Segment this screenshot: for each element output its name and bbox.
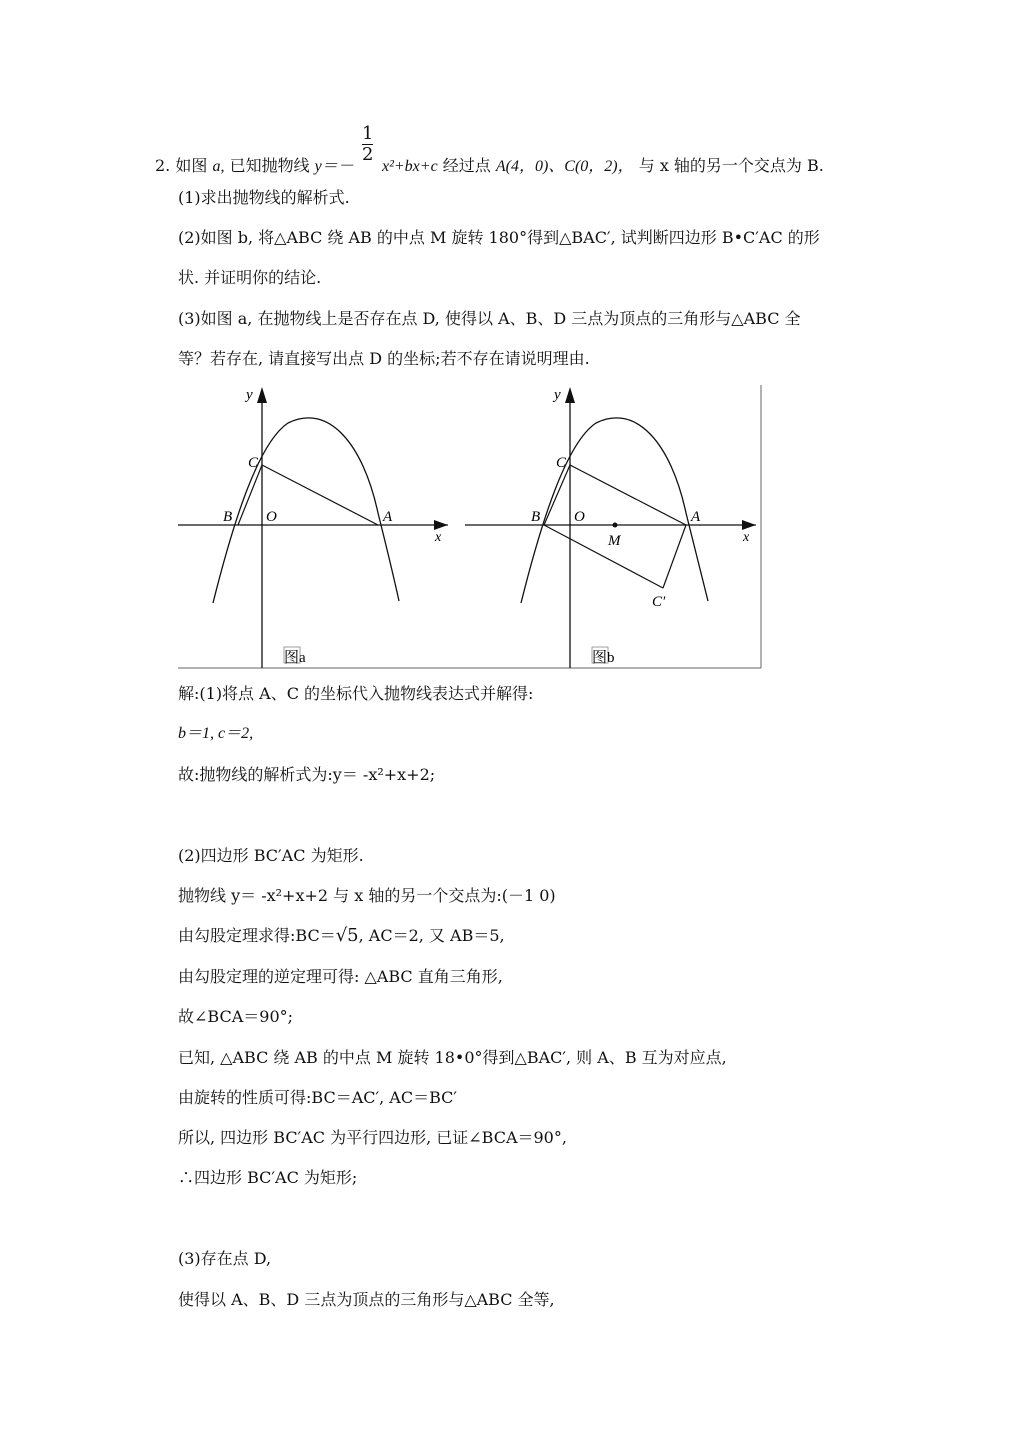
question-3-line-2: 等？若存在, 请直接写出点 D 的坐标;若不存在请说明理由.: [178, 349, 590, 368]
label-c-prime: C′: [652, 594, 666, 610]
segment-ac-prime: [663, 525, 686, 588]
solution-1-line-1: 解:(1)将点 A、C 的坐标代入抛物线表达式并解得:: [178, 684, 534, 703]
figure-a: [178, 387, 448, 668]
segment-ca-a: [262, 465, 378, 525]
y-label-b: y: [554, 387, 561, 403]
label-c-a: C: [248, 455, 259, 471]
y-label-a: y: [246, 387, 253, 403]
x-label-b: x: [743, 530, 750, 545]
solution-2-line-2: 抛物线 y＝ -x²+x+2 与 x 轴的另一个交点为:(－1 0): [178, 886, 556, 905]
solution-2-line-8: 所以, 四边形 BC′AC 为平行四边形, 已证∠BCA＝90°,: [178, 1128, 567, 1147]
label-a-b: A: [691, 509, 701, 525]
x-arrow-icon: [742, 520, 756, 530]
question-2-line-1: (2)如图 b, 将△ABC 绕 AB 的中点 M 旋转 180°得到△BAC′, 试判断四边形 B•C′AC 的形: [178, 228, 820, 247]
y-arrow-icon: [565, 387, 575, 403]
figure-b: [465, 387, 756, 668]
label-c-b: C: [556, 455, 567, 471]
label-b-a: B: [223, 509, 233, 525]
label-o-a: O: [266, 509, 277, 525]
question-3-line-1: (3)如图 a, 在抛物线上是否存在点 D, 使得以 A、B、D 三点为顶点的三角形与△ABC 全: [178, 309, 801, 328]
solution-2-line-1: (2)四边形 BC′AC 为矩形.: [178, 846, 364, 865]
label-a-a: A: [383, 509, 393, 525]
solution-2-line-7: 由旋转的性质可得:BC＝AC′, AC＝BC′: [178, 1088, 458, 1107]
solution-2-line-3: 由勾股定理求得:BC＝√5, AC＝2, 又 AB＝5,: [178, 925, 505, 946]
solution-2-line-9: ∴四边形 BC′AC 为矩形;: [178, 1168, 358, 1187]
solution-2-line-6: 已知, △ABC 绕 AB 的中点 M 旋转 18•0°得到△BAC′, 则 A、B 互为对应点,: [178, 1048, 727, 1067]
label-o-b: O: [574, 509, 585, 525]
x-label-a: x: [435, 530, 442, 545]
solution-2-line-5: 故∠BCA＝90°;: [178, 1007, 294, 1026]
parabola-a: [213, 418, 399, 603]
caption-a: 图a: [284, 650, 306, 666]
segment-cb-b: [544, 465, 570, 525]
question-1: (1)求出抛物线的解析式.: [178, 188, 350, 207]
segment-ca-b: [570, 465, 686, 525]
figures-panel: [178, 383, 764, 673]
solution-1-line-3: 故:抛物线的解析式为:y＝ -x²+x+2;: [178, 765, 436, 784]
label-b-b: B: [531, 509, 541, 525]
segment-bc-prime: [544, 525, 663, 588]
solution-1-line-2: b＝1, c＝2,: [178, 725, 254, 742]
fraction-one-half: $\frac{1}{2}$: [362, 123, 374, 165]
question-2-line-2: 状. 并证明你的结论.: [178, 268, 322, 287]
x-arrow-icon: [434, 520, 448, 530]
segment-cb-a: [238, 465, 262, 525]
parabola-b: [521, 418, 708, 603]
solution-3-line-2: 使得以 A、B、D 三点为顶点的三角形与△ABC 全等,: [178, 1290, 555, 1309]
midpoint-m: [613, 523, 618, 528]
problem-stem: 2. 如图 a, 已知抛物线 y＝－ x²+bx+c 经过点 A(4，0)、C(0，2)， 与 x 轴的另一个交点为 B.: [155, 156, 824, 175]
caption-b: 图b: [592, 650, 615, 666]
sqrt-five: √5: [335, 925, 359, 946]
solution-3-line-1: (3)存在点 D,: [178, 1249, 272, 1268]
label-m-b: M: [608, 533, 621, 549]
y-arrow-icon: [257, 387, 267, 403]
solution-2-line-4: 由勾股定理的逆定理可得: △ABC 直角三角形,: [178, 967, 503, 986]
